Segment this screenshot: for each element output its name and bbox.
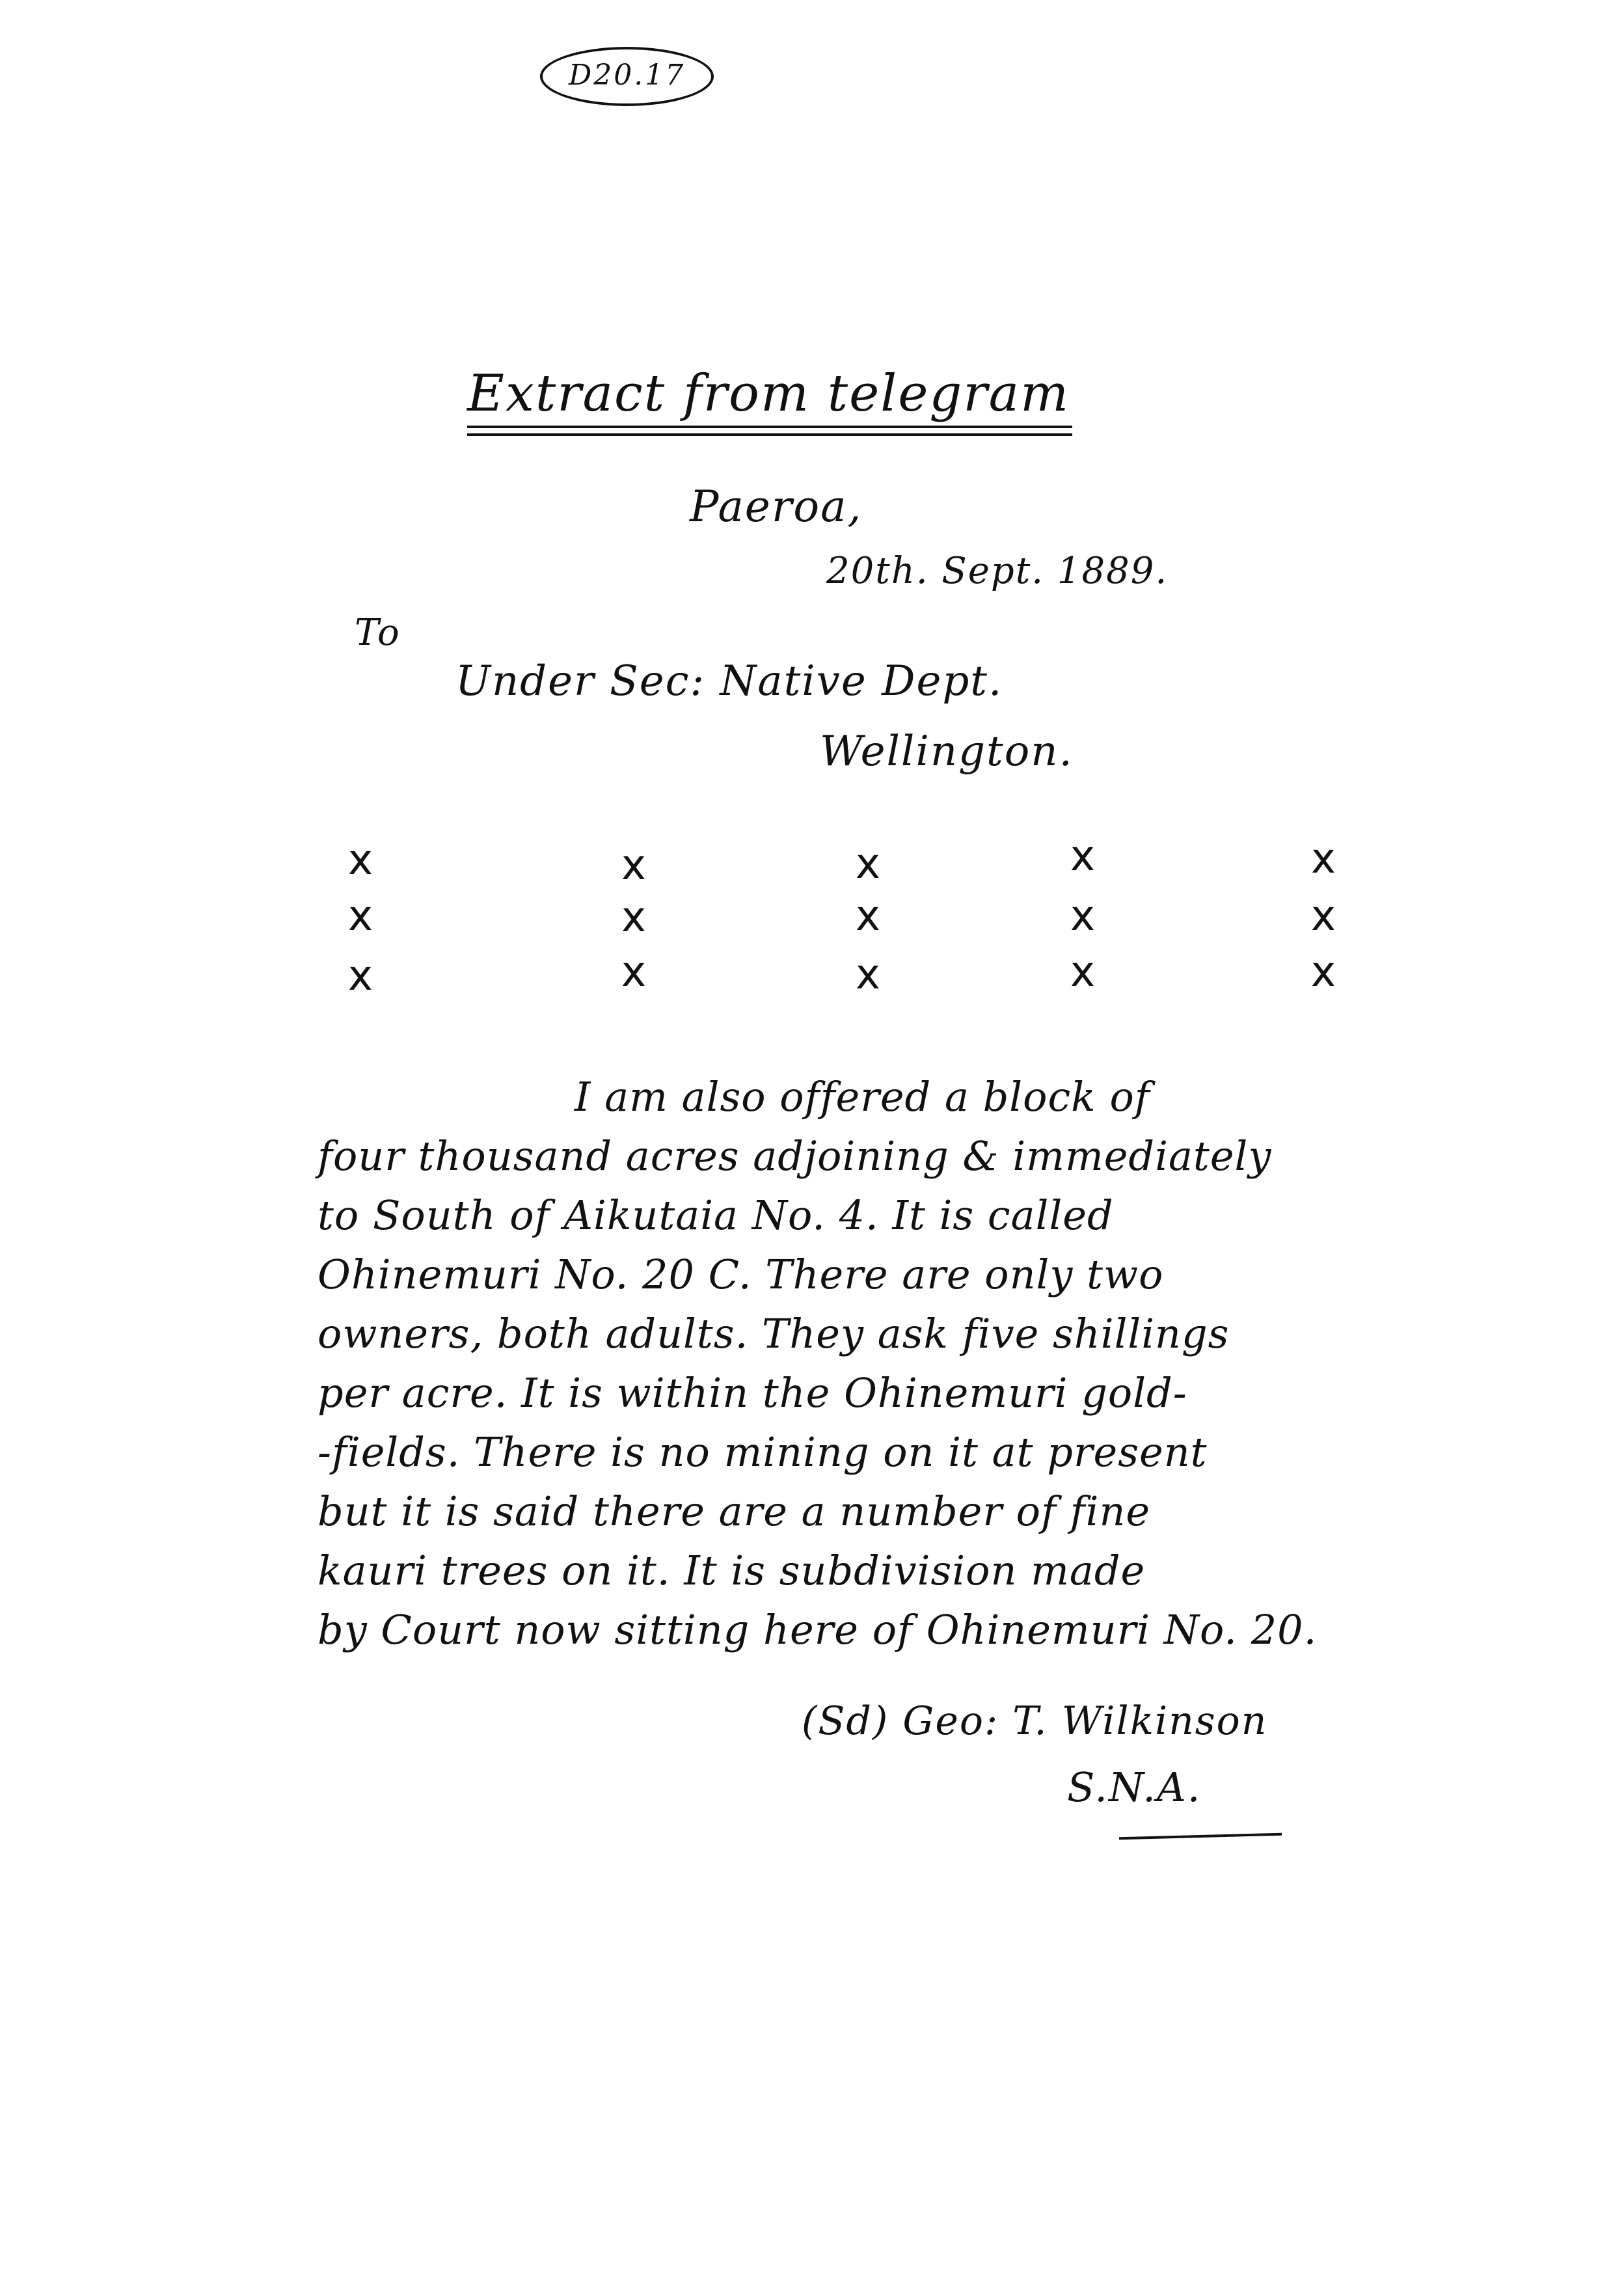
telegram-body bbox=[318, 1067, 1372, 1659]
body-line: per acre. It is within the Ohinemuri gold- bbox=[318, 1369, 1187, 1417]
title-underline-upper bbox=[467, 426, 1072, 428]
omission-mark: x bbox=[621, 841, 646, 890]
title-underline-lower bbox=[467, 433, 1072, 436]
signature-underline bbox=[1119, 1833, 1282, 1840]
omission-mark: x bbox=[1070, 892, 1095, 940]
telegram-date: 20th. Sept. 1889. bbox=[826, 550, 1169, 592]
body-line: to South of Aikutaia No. 4. It is called bbox=[318, 1191, 1114, 1239]
omission-mark: x bbox=[856, 951, 880, 999]
signature-name: (Sd) Geo: T. Wilkinson bbox=[802, 1698, 1268, 1744]
omission-mark: x bbox=[348, 952, 373, 1000]
reference-mark: D20.17 bbox=[540, 47, 714, 106]
omission-marks bbox=[348, 832, 1376, 1007]
body-line: by Court now sitting here of Ohinemuri No. 20. bbox=[318, 1606, 1318, 1653]
omission-mark: x bbox=[856, 892, 880, 940]
omission-mark: x bbox=[1070, 832, 1095, 880]
body-line: kauri trees on it. It is subdivision made bbox=[318, 1547, 1146, 1594]
omission-mark: x bbox=[1070, 948, 1095, 996]
place-of-origin: Paeroa, bbox=[690, 482, 863, 532]
omission-row bbox=[348, 832, 1376, 895]
omission-mark: x bbox=[348, 836, 373, 884]
title-block bbox=[467, 364, 1072, 423]
body-line: I am also offered a block of bbox=[575, 1073, 1150, 1121]
body-line: but it is said there are a number of fine bbox=[318, 1488, 1151, 1535]
omission-mark: x bbox=[621, 893, 646, 942]
body-line: four thousand acres adjoining & immediately bbox=[318, 1132, 1272, 1180]
addressee-line-1: Under Sec: Native Dept. bbox=[455, 657, 1003, 705]
omission-row bbox=[348, 948, 1376, 1007]
omission-mark: x bbox=[1311, 892, 1336, 940]
omission-mark: x bbox=[1311, 948, 1336, 996]
body-line: owners, both adults. They ask five shillings bbox=[318, 1310, 1230, 1357]
omission-row bbox=[348, 892, 1376, 951]
to-label: To bbox=[355, 612, 401, 654]
document-title: Extract from telegram bbox=[467, 364, 1070, 423]
omission-mark: x bbox=[856, 840, 880, 888]
omission-mark: x bbox=[1311, 835, 1336, 883]
addressee-line-2: Wellington. bbox=[820, 727, 1074, 776]
signature-title: S.N.A. bbox=[1067, 1763, 1202, 1811]
body-line: Ohinemuri No. 20 C. There are only two bbox=[318, 1251, 1164, 1298]
omission-mark: x bbox=[348, 892, 373, 940]
omission-mark: x bbox=[621, 948, 646, 996]
body-line: -fields. There is no mining on it at present bbox=[318, 1428, 1208, 1476]
